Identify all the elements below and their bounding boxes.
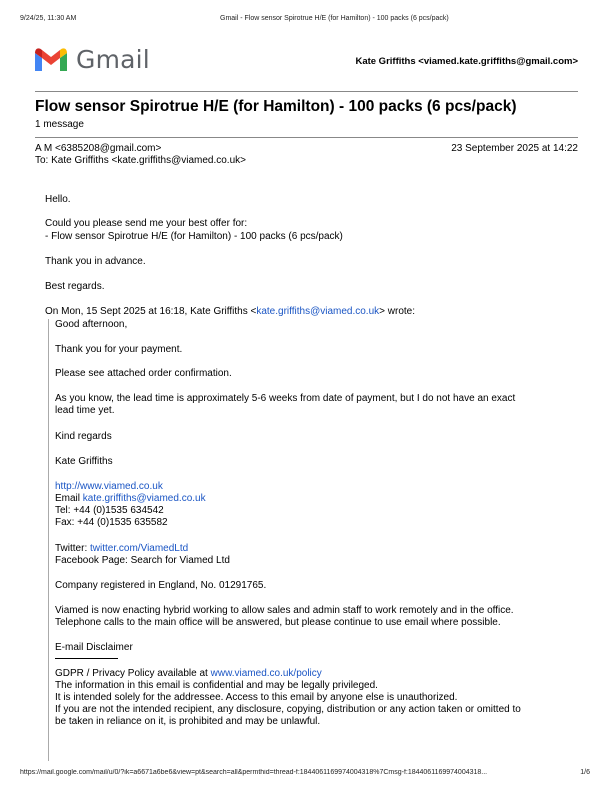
quote-intro: [45, 306, 415, 317]
hybrid-line: Viamed is now enacting hybrid working to allow sales and admin staff to work remotely and in the office.: [55, 605, 514, 616]
body-line: Best regards.: [45, 281, 105, 292]
message-sender: A M <6385208@gmail.com>: [35, 143, 162, 154]
company-line: Company registered in England, No. 01291765.: [55, 580, 267, 591]
quoted-greeting: Good afternoon,: [55, 319, 128, 330]
quote-intro-email-link[interactable]: kate.griffiths@viamed.co.uk: [256, 306, 380, 317]
subject-divider: [35, 137, 578, 138]
twitter-label: Twitter:: [55, 543, 91, 554]
confidential-line: It is intended solely for the addressee. Access to this email by anyone else is unauthorized.: [55, 692, 458, 703]
message-count: 1 message: [35, 119, 84, 130]
confidential-line: be taken in reliance on it, is prohibited and may be unlawful.: [55, 716, 321, 727]
thread-subject: Flow sensor Spirotrue H/E (for Hamilton) - 100 packs (6 pcs/pack): [35, 98, 517, 115]
quoted-kind-regards: Kind regards: [55, 431, 112, 442]
email-link[interactable]: kate.griffiths@viamed.co.uk: [82, 493, 206, 504]
gdpr-label: GDPR / Privacy Policy available at: [55, 668, 211, 679]
quote-bar: [48, 319, 49, 761]
body-line: Could you please send me your best offer for:: [45, 218, 248, 229]
quote-intro-end: > wrote:: [379, 306, 416, 317]
quote-intro-text: On Mon, 15 Sept 2025 at 16:18, Kate Griffiths <: [45, 306, 257, 317]
policy-link[interactable]: www.viamed.co.uk/policy: [210, 668, 322, 679]
quoted-lead-time: As you know, the lead time is approximately 5-6 weeks from date of payment, but I do not have an exact: [55, 393, 516, 404]
body-line: - Flow sensor Spirotrue H/E (for Hamilton) - 100 packs (6 pcs/pack): [45, 231, 343, 242]
disclaimer-rule: [55, 658, 118, 659]
email-line: [55, 493, 206, 504]
email-label: Email: [55, 493, 83, 504]
gmail-logo-icon[interactable]: [33, 45, 69, 73]
body-line: Thank you in advance.: [45, 256, 146, 267]
website-link[interactable]: http://www.viamed.co.uk: [55, 481, 163, 492]
confidential-line: If you are not the intended recipient, any disclosure, copying, distribution or any action taken or omitted to: [55, 704, 521, 715]
print-page-number: 1/6: [580, 769, 590, 776]
gmail-logo-text: Gmail: [76, 45, 150, 74]
print-url: https://mail.google.com/mail/u/0/?ik=a6671a6be6&view=pt&search=all&permthid=thread-f:1844061169974004318%7Cmsg-f:1844061169974004318...: [20, 769, 488, 776]
message-to: To: Kate Griffiths <kate.griffiths@viamed.co.uk>: [35, 155, 246, 166]
quoted-thanks: Thank you for your payment.: [55, 344, 183, 355]
message-date: 23 September 2025 at 14:22: [451, 143, 578, 154]
quoted-name: Kate Griffiths: [55, 456, 113, 467]
quoted-lead-time: lead time yet.: [55, 405, 115, 416]
disclaimer-title: E-mail Disclaimer: [55, 642, 133, 653]
facebook-line: Facebook Page: Search for Viamed Ltd: [55, 555, 230, 566]
quoted-attached: Please see attached order confirmation.: [55, 368, 232, 379]
fax-line: Fax: +44 (0)1535 635582: [55, 517, 168, 528]
account-label: Kate Griffiths <viamed.kate.griffiths@gmail.com>: [355, 56, 578, 67]
header-divider: [35, 91, 578, 92]
confidential-line: The information in this email is confidential and may be legally privileged.: [55, 680, 378, 691]
twitter-line: [55, 543, 188, 554]
print-page-title: Gmail - Flow sensor Spirotrue H/E (for Hamilton) - 100 packs (6 pcs/pack): [220, 15, 449, 22]
gdpr-line: [55, 668, 322, 679]
body-line: Hello.: [45, 194, 71, 205]
hybrid-line: Telephone calls to the main office will be answered, but please continue to use email where possible.: [55, 617, 501, 628]
tel-line: Tel: +44 (0)1535 634542: [55, 505, 164, 516]
twitter-link[interactable]: twitter.com/ViamedLtd: [90, 543, 189, 554]
print-datetime: 9/24/25, 11:30 AM: [20, 15, 77, 22]
